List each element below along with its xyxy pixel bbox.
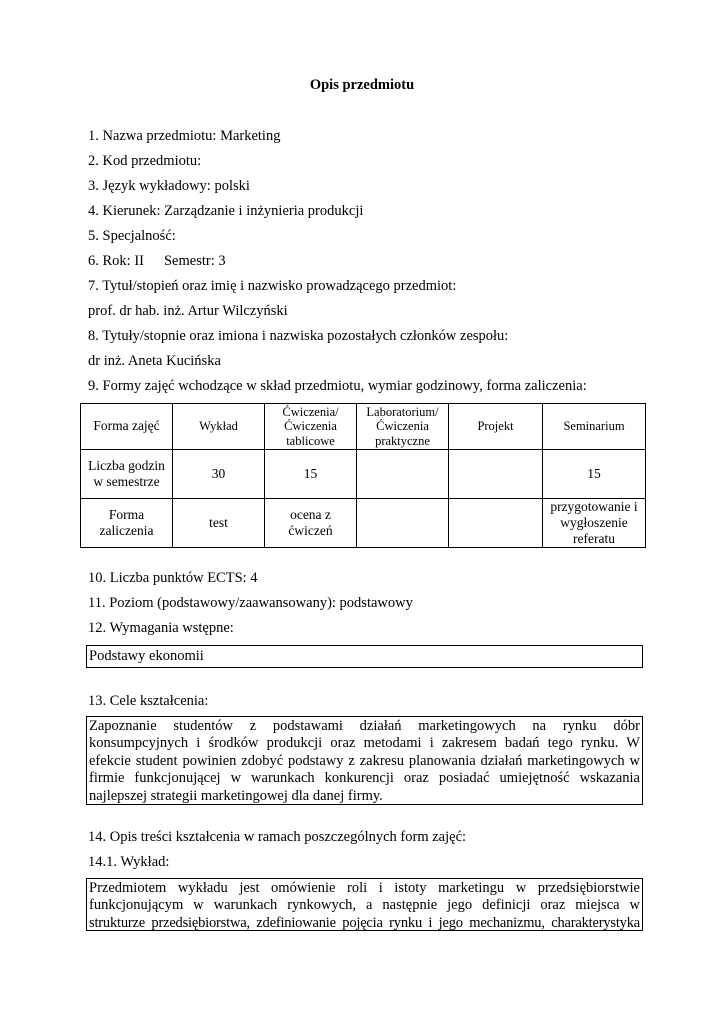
table-cell: 15 xyxy=(265,450,357,499)
forms-heading: 9. Formy zajęć wchodzące w skład przedmiotu, wymiar godzinowy, forma zaliczenia: xyxy=(88,378,587,394)
goals-line: konsumpcyjnych i środków produkcji oraz metodami i zakresem badań tego rynku. W xyxy=(89,735,640,752)
table-cell: przygotowanie i wygłoszenie referatu xyxy=(543,499,646,548)
goals-line: Zapoznanie studentów z podstawami działań marketingowych na rynku dóbr xyxy=(89,718,640,734)
table-header-cell: Projekt xyxy=(449,404,543,450)
lecturer-heading: 7. Tytuł/stopień oraz imię i nazwisko prowadzącego przedmiot: xyxy=(88,278,457,294)
table-header-cell: Ćwiczenia/ Ćwiczenia tablicowe xyxy=(265,404,357,450)
field-of-study: 4. Kierunek: Zarządzanie i inżynieria produkcji xyxy=(88,203,364,219)
level: 11. Poziom (podstawowy/zaawansowany): podstawowy xyxy=(88,595,413,611)
table-cell: 15 xyxy=(543,450,646,499)
lecture-box xyxy=(86,878,643,931)
table-header-cell: Seminarium xyxy=(543,404,646,450)
goals-heading: 13. Cele kształcenia: xyxy=(88,693,209,709)
page-title: Opis przedmiotu xyxy=(309,77,415,93)
lecturer-value: prof. dr hab. inż. Artur Wilczyński xyxy=(88,303,288,319)
year-semester xyxy=(88,252,226,270)
goals-box xyxy=(86,716,643,805)
course-name: 1. Nazwa przedmiotu: Marketing xyxy=(88,128,281,144)
table-cell xyxy=(357,450,449,499)
prerequisites-box: Podstawy ekonomii xyxy=(86,645,643,668)
table-header-cell: Laboratorium/ Ćwiczenia praktyczne xyxy=(357,404,449,450)
ects-points: 10. Liczba punktów ECTS: 4 xyxy=(88,570,258,586)
table-header-row xyxy=(81,404,646,450)
table-cell xyxy=(449,450,543,499)
table-cell xyxy=(357,499,449,548)
year: 6. Rok: II xyxy=(88,253,144,269)
table-cell: ocena z ćwiczeń xyxy=(265,499,357,548)
table-cell: Liczba godzin w semestrze xyxy=(81,450,173,499)
lecture-line: strukturze przedsiębiorstwa, zdefiniowanie pojęcia rynku i jego mechanizmu, charakterystyka xyxy=(89,914,640,931)
table-row xyxy=(81,450,646,499)
table-cell: 30 xyxy=(173,450,265,499)
content-heading: 14. Opis treści kształcenia w ramach poszczególnych form zajęć: xyxy=(88,829,467,845)
forms-table xyxy=(80,403,646,548)
table-header-cell: Forma zajęć xyxy=(81,404,173,450)
table-cell xyxy=(449,499,543,548)
table-header-cell: Wykład xyxy=(173,404,265,450)
lecture-line: Przedmiotem wykładu jest omówienie roli i istoty marketingu w przedsiębiorstwie xyxy=(89,880,640,896)
lecture-line: funkcjonującym w warunkach rynkowych, a następnie jego definicji oraz miejsca w xyxy=(89,897,640,914)
language: 3. Język wykładowy: polski xyxy=(88,178,250,194)
semester: Semestr: 3 xyxy=(163,253,226,269)
goals-line: efekcie student powinien zdobyć podstawy z zakresu planowania działań marketingowych w xyxy=(89,752,640,769)
lecture-heading: 14.1. Wykład: xyxy=(88,854,170,870)
goals-line: firmie funkcjonującej w warunkach konkurencji oraz posiadać umiejętność wskazania xyxy=(89,770,640,787)
specialty: 5. Specjalność: xyxy=(88,228,176,244)
prerequisites-heading: 12. Wymagania wstępne: xyxy=(88,620,234,636)
course-code: 2. Kod przedmiotu: xyxy=(88,153,202,169)
team-value: dr inż. Aneta Kucińska xyxy=(88,353,221,369)
table-row xyxy=(81,499,646,548)
table-cell: test xyxy=(173,499,265,548)
team-heading: 8. Tytuły/stopnie oraz imiona i nazwiska pozostałych członków zespołu: xyxy=(88,328,509,344)
table-cell: Forma zaliczenia xyxy=(81,499,173,548)
goals-line: najlepszej strategii marketingowej dla danej firmy. xyxy=(89,787,383,804)
